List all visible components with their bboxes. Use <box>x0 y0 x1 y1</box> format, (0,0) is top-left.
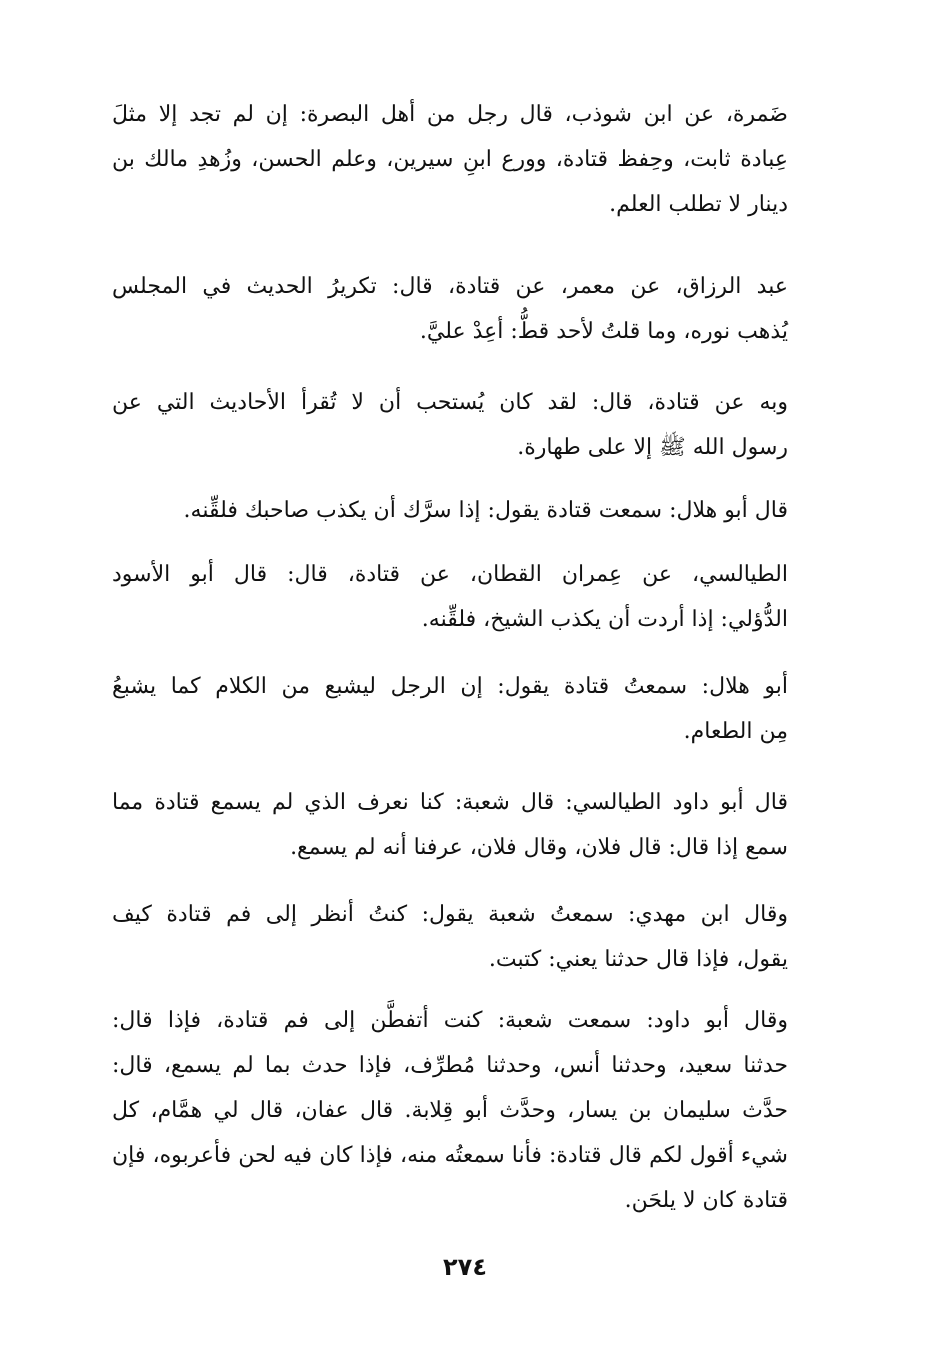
text-line: عِبادة ثابت، وحِفظ قتادة، وورع ابنِ سيرين، وعلم الحسن، وزُهدِ مالك بن <box>112 147 788 172</box>
text-line: دينار لا تطلب العلم. <box>609 192 788 217</box>
paragraph-4 <box>112 488 788 533</box>
paragraph-7 <box>112 780 788 870</box>
paragraph-9 <box>112 998 788 1223</box>
text-line: رسول الله ﷺ إلا على طهارة. <box>517 435 788 460</box>
text-line: ضَمرة، عن ابن شوذب، قال رجل من أهل البصرة: إن لم تجد إلا مثلَ <box>112 102 788 127</box>
paragraph-2 <box>112 264 788 354</box>
text-line: سمع إذا قال: قال فلان، وقال فلان، عرفنا أنه لم يسمع. <box>290 835 788 860</box>
text-line: عبد الرزاق، عن معمر، عن قتادة، قال: تكريرُ الحديث في المجلس <box>112 274 788 299</box>
text-line: قال أبو داود الطيالسي: قال شعبة: كنا نعرف الذي لم يسمع قتادة مما <box>112 790 788 815</box>
paragraph-1 <box>112 92 788 227</box>
text-line: حدَّث سليمان بن يسار، وحدَّث أبو قِلابة. قال عفان، قال لي همَّام، كل <box>112 1098 788 1123</box>
text-line: مِن الطعام. <box>683 719 788 744</box>
text-line: الدُّؤلي: إذا أردت أن يكذب الشيخ، فلقِّنه. <box>421 607 788 632</box>
text-line: وقال أبو داود: سمعت شعبة: كنت أتفطَّن إلى فم قتادة، فإذا قال: <box>112 1008 788 1033</box>
text-line: يقول، فإذا قال حدثنا يعني: كتبت. <box>488 947 788 972</box>
text-line: حدثنا سعيد، وحدثنا أنس، وحدثنا مُطرِّف، فإذا حدث بما لم يسمع، قال: <box>112 1053 788 1078</box>
text-line: يُذهب نوره، وما قلتُ لأحد قطُّ: أعِدْ عليَّ. <box>419 319 788 344</box>
text-line: الطيالسي، عن عِمران القطان، عن قتادة، قال: قال أبو الأسود <box>112 562 788 587</box>
paragraph-8 <box>112 892 788 982</box>
text-line: وقال ابن مهدي: سمعتُ شعبة يقول: كنتُ أنظر إلى فم قتادة كيف <box>112 902 788 927</box>
paragraph-3 <box>112 380 788 470</box>
paragraph-6 <box>112 664 788 754</box>
paragraph-5 <box>112 552 788 642</box>
text-line: وبه عن قتادة، قال: لقد كان يُستحب أن لا تُقرأ الأحاديث التي عن <box>112 390 788 415</box>
text-line: قال أبو هلال: سمعت قتادة يقول: إذا سرَّك أن يكذب صاحبك فلقِّنه. <box>183 498 788 523</box>
text-line: أبو هلال: سمعتُ قتادة يقول: إن الرجل ليشبع من الكلام كما يشبعُ <box>112 674 788 699</box>
page-number: ٢٧٤ <box>443 1253 487 1281</box>
text-line: شيء أقول لكم قال قتادة: فأنا سمعتُه منه، فإذا كان فيه لحن فأعربوه، فإن <box>112 1143 788 1168</box>
text-line: قتادة كان لا يلحَن. <box>624 1188 788 1213</box>
